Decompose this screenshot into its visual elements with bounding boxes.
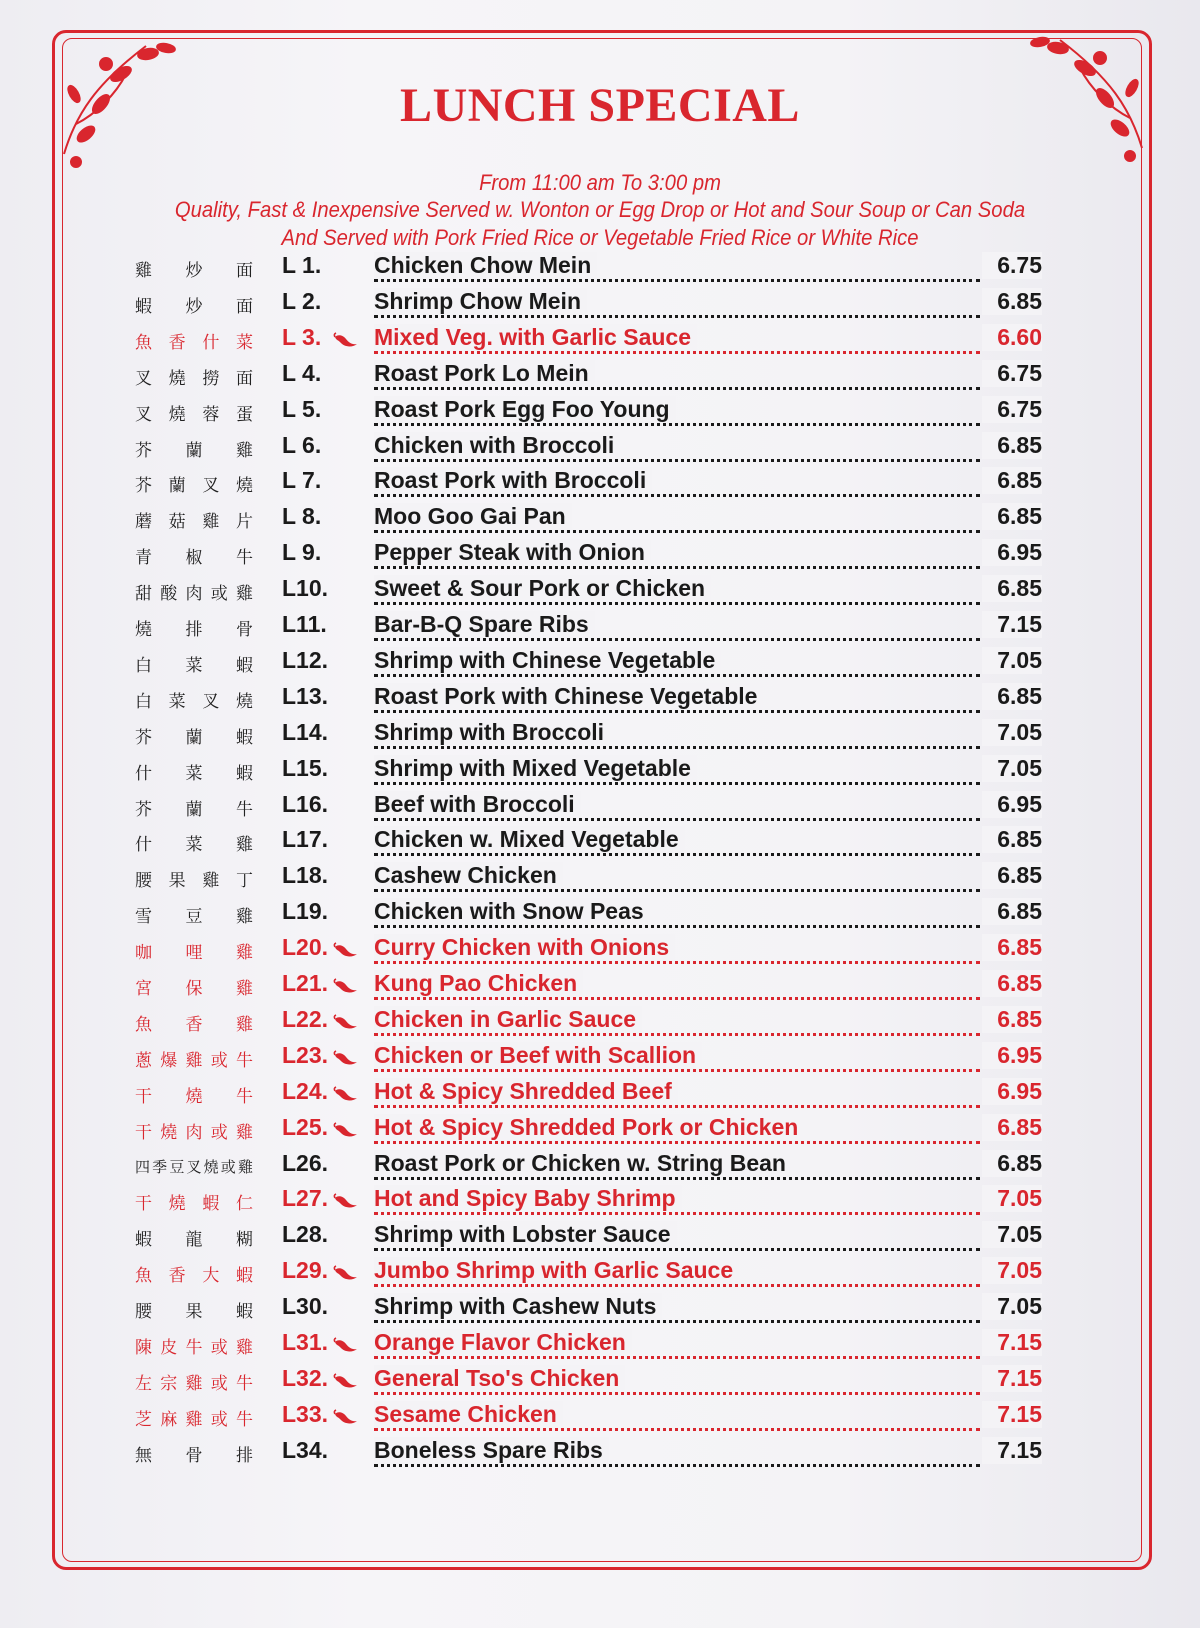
menu-item-row xyxy=(0,1150,1200,1186)
menu-item-code: L32. xyxy=(282,1364,329,1391)
menu-item-chinese-name: 芥 蘭 叉 燒 xyxy=(135,476,253,497)
menu-item-code: L31. xyxy=(282,1329,329,1355)
menu-item-name: Roast Pork with Broccoli xyxy=(374,467,652,494)
menu-item-row xyxy=(0,611,1200,647)
menu-item-chinese-name: 腰 果 蝦 xyxy=(135,1302,253,1323)
hot-pepper-icon xyxy=(332,942,358,958)
menu-item-name: Chicken with Snow Peas xyxy=(374,898,650,925)
menu-item-code: L 4. xyxy=(282,359,322,386)
menu-item-chinese-name: 芥 蘭 蝦 xyxy=(135,727,253,748)
menu-item-name: Shrimp with Broccoli xyxy=(374,719,610,746)
menu-item-price: 6.95 xyxy=(982,791,1042,818)
menu-item-code: L17. xyxy=(282,826,329,853)
menu-item-chinese-name: 什 菜 雞 xyxy=(135,835,253,856)
hot-pepper-icon xyxy=(332,1086,358,1102)
menu-item-chinese-name: 叉 燒 撈 面 xyxy=(135,368,253,389)
menu-item-row xyxy=(0,1437,1200,1473)
menu-item-row xyxy=(0,970,1200,1006)
menu-item-name: Shrimp with Chinese Vegetable xyxy=(374,647,721,674)
menu-item-chinese-name: 青 椒 牛 xyxy=(135,548,253,569)
menu-item-row xyxy=(0,1257,1200,1293)
menu-item-code: L13. xyxy=(282,682,329,709)
hot-pepper-icon xyxy=(332,978,358,994)
menu-item-name: General Tso's Chicken xyxy=(374,1365,625,1392)
menu-item-row xyxy=(0,252,1200,288)
menu-item-price: 6.85 xyxy=(982,467,1042,494)
menu-item-price: 6.95 xyxy=(982,1042,1042,1069)
menu-item-code: L26. xyxy=(282,1149,329,1176)
menu-item-code: L 1. xyxy=(282,252,322,278)
menu-item-price: 6.85 xyxy=(982,432,1042,459)
menu-item-chinese-name: 蔥 爆 雞 或 牛 xyxy=(135,1050,253,1071)
menu-item-code: L23. xyxy=(282,1041,329,1068)
menu-item-row xyxy=(0,755,1200,791)
menu-item-price: 6.95 xyxy=(982,539,1042,566)
menu-item-row xyxy=(0,1365,1200,1401)
menu-item-code: L14. xyxy=(282,718,329,745)
menu-item-name: Shrimp with Mixed Vegetable xyxy=(374,755,697,782)
menu-item-chinese-name: 干 燒 牛 xyxy=(135,1086,253,1107)
menu-item-chinese-name: 無 骨 排 xyxy=(135,1445,253,1466)
menu-item-price: 7.15 xyxy=(982,611,1042,638)
menu-item-row xyxy=(0,1293,1200,1329)
menu-item-name: Shrimp with Lobster Sauce xyxy=(374,1221,677,1248)
menu-item-name: Pepper Steak with Onion xyxy=(374,539,651,566)
menu-item-row xyxy=(0,503,1200,539)
menu-item-chinese-name: 四 季 豆 叉 燒 或 雞 xyxy=(135,1157,253,1176)
menu-item-price: 6.85 xyxy=(982,970,1042,997)
menu-item-price: 6.85 xyxy=(982,934,1042,961)
menu-note-line-2: And Served with Pork Fried Rice or Vegetable Fried Rice or White Rice xyxy=(281,225,919,250)
menu-item-row xyxy=(0,1006,1200,1042)
hot-pepper-icon xyxy=(332,1265,358,1281)
menu-item-chinese-name: 芥 蘭 牛 xyxy=(135,799,253,820)
menu-item-chinese-name: 雞 炒 面 xyxy=(135,261,253,281)
menu-item-price: 6.85 xyxy=(982,862,1042,889)
menu-item-name: Roast Pork Lo Mein xyxy=(374,360,595,387)
menu-item-code: L 9. xyxy=(282,539,322,566)
menu-item-chinese-name: 雪 豆 雞 xyxy=(135,907,253,928)
menu-item-name: Hot & Spicy Shredded Beef xyxy=(374,1078,678,1105)
menu-item-code: L 6. xyxy=(282,431,322,458)
menu-item-name: Sesame Chicken xyxy=(374,1401,563,1428)
menu-item-row xyxy=(0,1221,1200,1257)
menu-title: LUNCH SPECIAL xyxy=(400,79,800,132)
menu-item-code: L34. xyxy=(282,1436,329,1463)
menu-item-name: Bar-B-Q Spare Ribs xyxy=(374,611,595,638)
menu-item-price: 7.15 xyxy=(982,1329,1042,1356)
menu-item-row xyxy=(0,360,1200,396)
menu-item-price: 6.85 xyxy=(982,683,1042,710)
menu-item-code: L 5. xyxy=(282,395,322,422)
menu-item-chinese-name: 白 菜 叉 燒 xyxy=(135,691,253,712)
menu-item-price: 6.75 xyxy=(982,396,1042,423)
menu-item-price: 6.85 xyxy=(982,898,1042,925)
menu-item-name: Roast Pork or Chicken w. String Bean xyxy=(374,1150,792,1177)
menu-item-chinese-name: 蘑 菇 雞 片 xyxy=(135,512,253,533)
menu-item-name: Chicken with Broccoli xyxy=(374,432,620,459)
menu-item-name: Chicken w. Mixed Vegetable xyxy=(374,826,685,853)
menu-item-row xyxy=(0,288,1200,324)
hot-pepper-icon xyxy=(332,1122,358,1138)
menu-item-code: L30. xyxy=(282,1293,329,1320)
menu-item-row xyxy=(0,862,1200,898)
menu-item-row xyxy=(0,432,1200,468)
menu-item-price: 6.95 xyxy=(982,1078,1042,1105)
menu-item-code: L 7. xyxy=(282,467,322,494)
menu-item-name: Moo Goo Gai Pan xyxy=(374,503,572,530)
menu-item-price: 6.85 xyxy=(982,1150,1042,1177)
menu-item-name: Chicken Chow Mein xyxy=(374,252,597,279)
hot-pepper-icon xyxy=(332,1373,358,1389)
menu-item-chinese-name: 左 宗 雞 或 牛 xyxy=(135,1373,253,1394)
menu-item-name: Hot and Spicy Baby Shrimp xyxy=(374,1185,682,1212)
menu-item-name: Curry Chicken with Onions xyxy=(374,934,675,961)
menu-item-code: L19. xyxy=(282,898,329,925)
menu-item-row xyxy=(0,1185,1200,1221)
menu-item-code: L27. xyxy=(282,1185,329,1212)
menu-item-chinese-name: 甜 酸 肉 或 雞 xyxy=(135,584,253,605)
menu-item-name: Kung Pao Chicken xyxy=(374,970,583,997)
menu-item-code: L 8. xyxy=(282,503,322,530)
menu-item-row xyxy=(0,1114,1200,1150)
hot-pepper-icon xyxy=(332,1050,358,1066)
menu-item-price: 6.75 xyxy=(982,360,1042,387)
menu-item-chinese-name: 燒 排 骨 xyxy=(135,620,253,640)
menu-item-price: 6.85 xyxy=(982,575,1042,602)
menu-item-row xyxy=(0,467,1200,503)
menu-item-name: Sweet & Sour Pork or Chicken xyxy=(374,575,711,602)
menu-item-chinese-name: 陳 皮 牛 或 雞 xyxy=(135,1338,253,1358)
menu-item-code: L25. xyxy=(282,1113,329,1140)
menu-item-name: Cashew Chicken xyxy=(374,862,563,889)
menu-item-price: 6.85 xyxy=(982,288,1042,315)
menu-item-name: Chicken or Beef with Scallion xyxy=(374,1042,702,1069)
menu-item-row xyxy=(0,647,1200,683)
menu-item-row xyxy=(0,791,1200,827)
menu-hours: From 11:00 am To 3:00 pm xyxy=(479,170,721,195)
hot-pepper-icon xyxy=(332,1014,358,1030)
menu-item-chinese-name: 魚 香 雞 xyxy=(135,1014,253,1035)
menu-item-code: L20. xyxy=(282,934,329,961)
menu-item-row xyxy=(0,1329,1200,1365)
menu-item-price: 7.05 xyxy=(982,1257,1042,1284)
menu-item-name: Orange Flavor Chicken xyxy=(374,1329,632,1356)
menu-item-row xyxy=(0,683,1200,719)
menu-item-code: L12. xyxy=(282,646,329,673)
menu-item-price: 7.15 xyxy=(982,1401,1042,1428)
hot-pepper-icon xyxy=(332,1337,358,1353)
menu-item-code: L22. xyxy=(282,1005,329,1032)
menu-item-price: 6.85 xyxy=(982,826,1042,853)
menu-item-chinese-name: 腰 果 雞 丁 xyxy=(135,871,253,892)
menu-item-chinese-name: 魚 香 什 菜 xyxy=(135,332,253,353)
menu-item-price: 7.05 xyxy=(982,1185,1042,1212)
menu-item-row xyxy=(0,1078,1200,1114)
menu-item-chinese-name: 魚 香 大 蝦 xyxy=(135,1266,253,1287)
menu-item-chinese-name: 蝦 炒 面 xyxy=(135,296,253,317)
menu-item-price: 6.85 xyxy=(982,1006,1042,1033)
menu-item-code: L 3. xyxy=(282,323,322,350)
menu-item-name: Mixed Veg. with Garlic Sauce xyxy=(374,324,697,351)
menu-item-price: 6.60 xyxy=(982,324,1042,351)
menu-item-name: Beef with Broccoli xyxy=(374,791,581,818)
menu-item-price: 7.05 xyxy=(982,647,1042,674)
menu-item-name: Shrimp Chow Mein xyxy=(374,288,587,315)
menu-item-chinese-name: 芥 蘭 雞 xyxy=(135,440,253,461)
menu-item-chinese-name: 咖 哩 雞 xyxy=(135,943,253,964)
menu-item-row xyxy=(0,1042,1200,1078)
menu-item-chinese-name: 干 燒 肉 或 雞 xyxy=(135,1122,253,1143)
menu-item-row xyxy=(0,719,1200,755)
menu-item-price: 6.85 xyxy=(982,503,1042,530)
menu-item-price: 7.05 xyxy=(982,719,1042,746)
menu-item-name: Roast Pork Egg Foo Young xyxy=(374,396,676,423)
menu-item-name: Jumbo Shrimp with Garlic Sauce xyxy=(374,1257,739,1284)
hot-pepper-icon xyxy=(332,1409,358,1425)
menu-item-code: L15. xyxy=(282,754,329,781)
menu-item-code: L16. xyxy=(282,790,329,817)
menu-item-name: Roast Pork with Chinese Vegetable xyxy=(374,683,763,710)
menu-item-price: 6.75 xyxy=(982,252,1042,279)
menu-item-name: Shrimp with Cashew Nuts xyxy=(374,1293,662,1320)
hot-pepper-icon xyxy=(332,1193,358,1209)
menu-item-code: L21. xyxy=(282,970,329,996)
menu-item-row xyxy=(0,826,1200,862)
menu-item-code: L18. xyxy=(282,862,329,889)
menu-item-code: L29. xyxy=(282,1257,329,1284)
menu-item-chinese-name: 干 燒 蝦 仁 xyxy=(135,1194,253,1215)
menu-item-code: L24. xyxy=(282,1077,329,1104)
menu-item-row xyxy=(0,324,1200,360)
menu-item-chinese-name: 白 菜 蝦 xyxy=(135,655,253,676)
menu-item-price: 7.05 xyxy=(982,755,1042,782)
menu-item-code: L28. xyxy=(282,1221,329,1248)
menu-item-code: L10. xyxy=(282,575,329,602)
menu-item-price: 7.15 xyxy=(982,1365,1042,1392)
menu-item-chinese-name: 什 菜 蝦 xyxy=(135,763,253,784)
menu-item-name: Boneless Spare Ribs xyxy=(374,1437,609,1464)
menu-item-chinese-name: 芝 麻 雞 或 牛 xyxy=(135,1409,253,1430)
menu-item-price: 7.05 xyxy=(982,1293,1042,1320)
menu-item-price: 7.05 xyxy=(982,1221,1042,1248)
menu-item-row xyxy=(0,934,1200,970)
menu-item-row xyxy=(0,575,1200,611)
menu-item-chinese-name: 叉 燒 蓉 蛋 xyxy=(135,404,253,425)
hot-pepper-icon xyxy=(332,332,358,348)
menu-item-name: Hot & Spicy Shredded Pork or Chicken xyxy=(374,1114,804,1141)
menu-item-chinese-name: 宮 保 雞 xyxy=(135,979,253,999)
menu-item-row xyxy=(0,898,1200,934)
menu-item-code: L33. xyxy=(282,1400,329,1427)
menu-item-price: 7.15 xyxy=(982,1437,1042,1464)
menu-item-row xyxy=(0,1401,1200,1437)
menu-item-code: L11. xyxy=(282,611,327,637)
menu-item-row xyxy=(0,396,1200,432)
menu-item-code: L 2. xyxy=(282,287,322,314)
menu-item-price: 6.85 xyxy=(982,1114,1042,1141)
menu-item-chinese-name: 蝦 龍 糊 xyxy=(135,1230,253,1251)
menu-note-line-1: Quality, Fast & Inexpensive Served w. Wonton or Egg Drop or Hot and Sour Soup or Can Soda xyxy=(174,197,1026,222)
menu-item-name: Chicken in Garlic Sauce xyxy=(374,1006,642,1033)
menu-item-row xyxy=(0,539,1200,575)
